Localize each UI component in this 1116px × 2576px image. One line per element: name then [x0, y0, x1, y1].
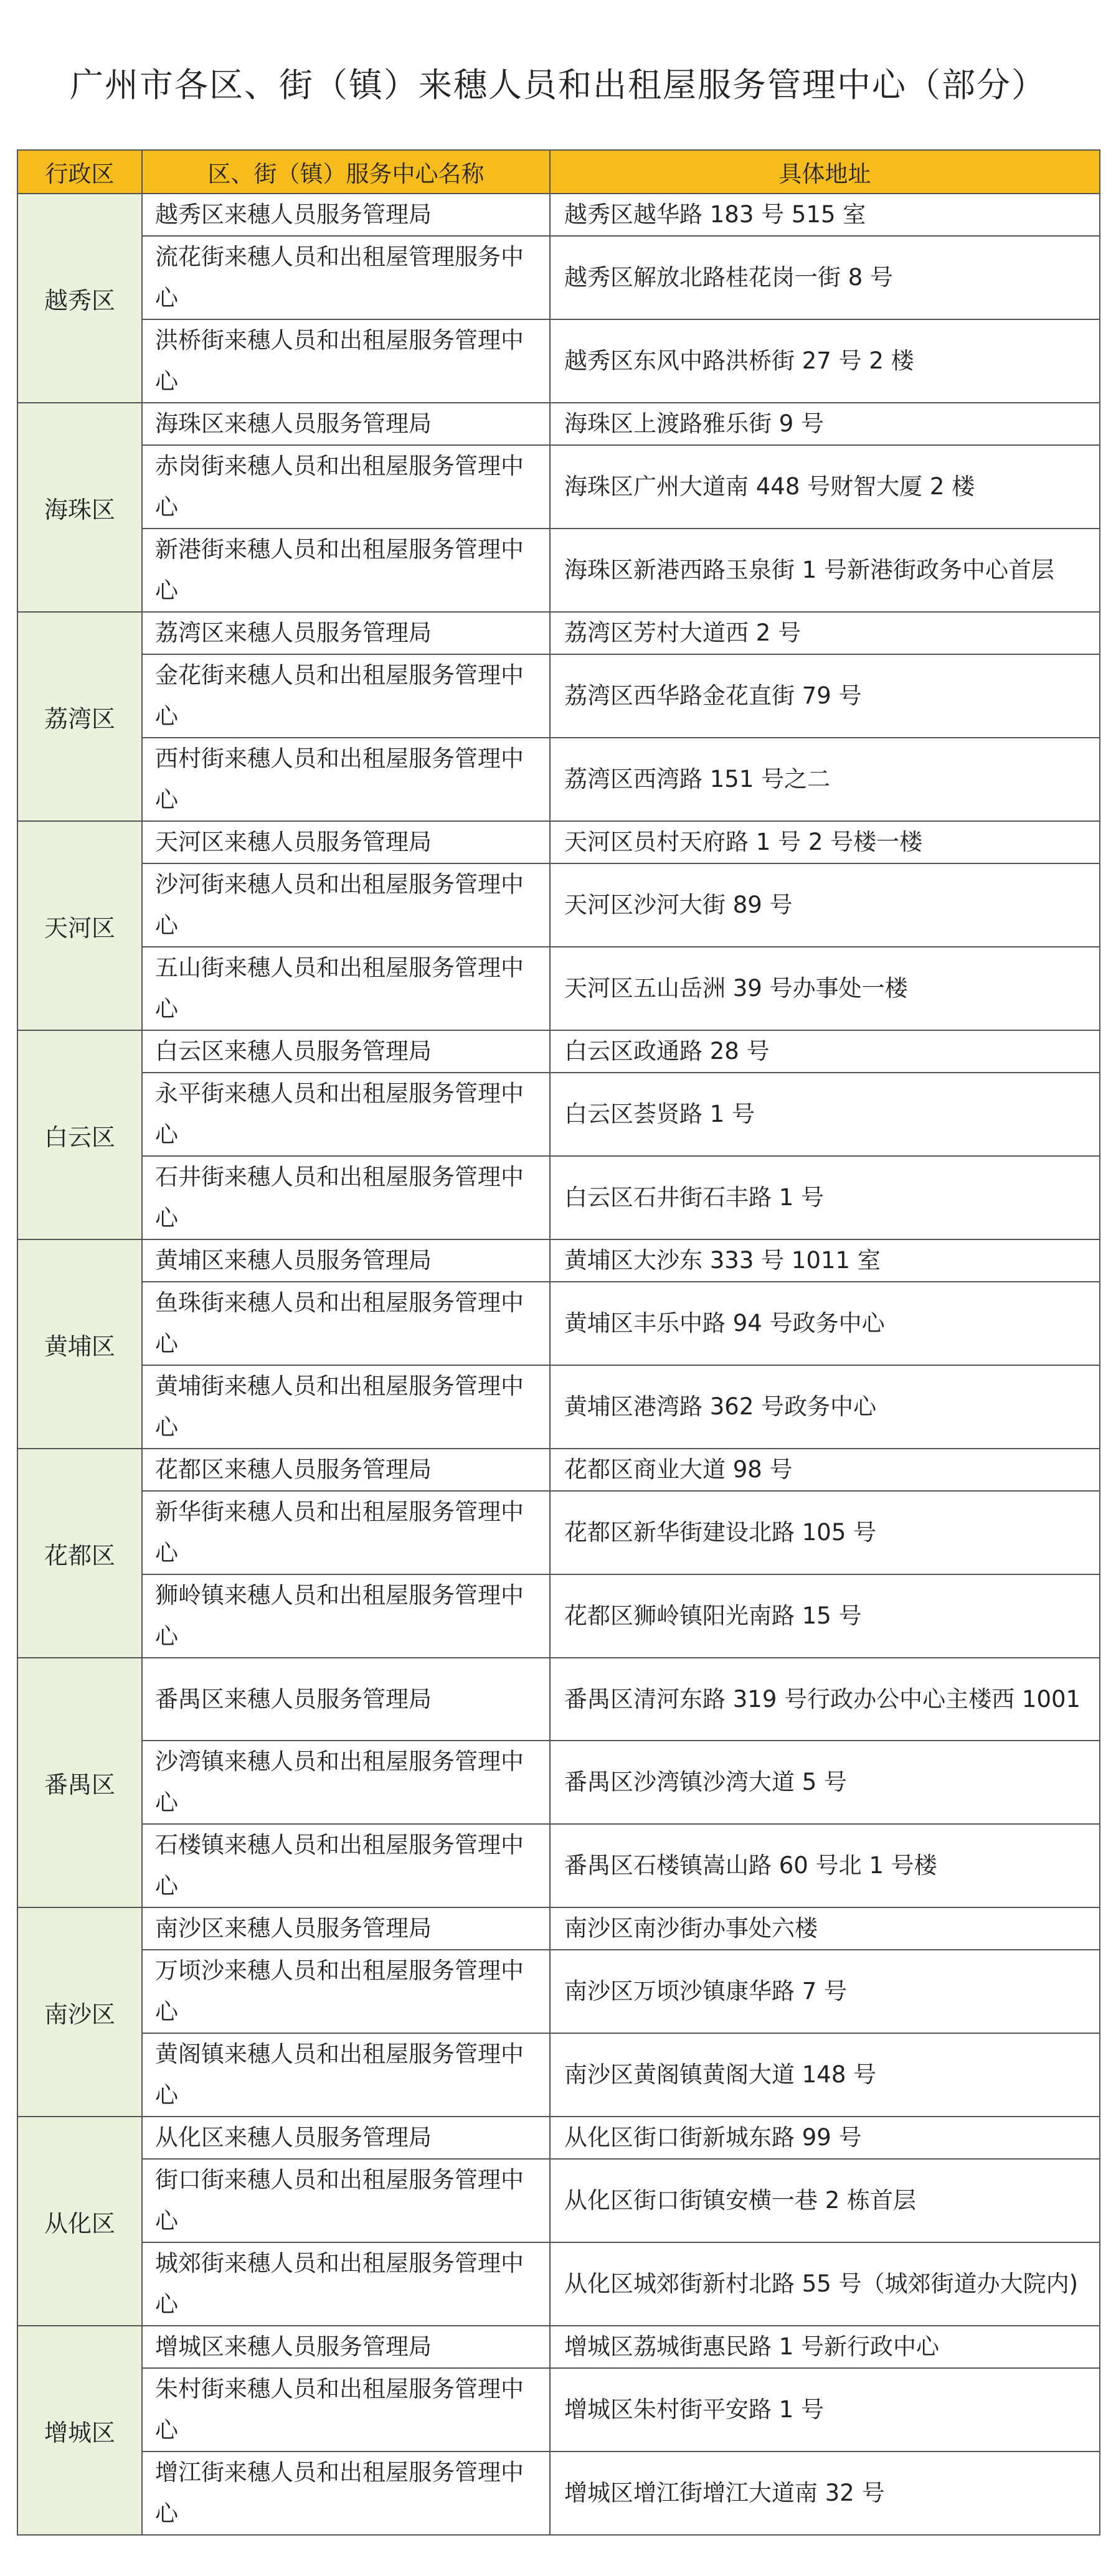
table-row [17, 1574, 1100, 1658]
table-row [17, 1365, 1100, 1449]
table-row [17, 2159, 1100, 2242]
table-row [17, 1156, 1100, 1239]
table-row [17, 1658, 1100, 1741]
table-row [17, 1449, 1100, 1491]
district-cell: 荔湾区 [17, 612, 142, 821]
table-row [17, 1030, 1100, 1073]
table-row [17, 194, 1100, 236]
address-cell: 荔湾区西华路金花直街 79 号 [550, 654, 1100, 738]
table-header [17, 150, 1100, 194]
address-cell: 白云区石井街石丰路 1 号 [550, 1156, 1100, 1239]
center-name-cell: 狮岭镇来穗人员和出租屋服务管理中心 [142, 1574, 550, 1658]
table-row [17, 2242, 1100, 2326]
header-name: 区、街（镇）服务中心名称 [142, 150, 550, 194]
center-name-cell: 沙湾镇来穗人员和出租屋服务管理中心 [142, 1741, 550, 1824]
address-cell: 黄埔区丰乐中路 94 号政务中心 [550, 1282, 1100, 1365]
header-district: 行政区 [17, 150, 142, 194]
center-name-cell: 白云区来穗人员服务管理局 [142, 1030, 550, 1073]
table-row [17, 947, 1100, 1030]
table-body [17, 194, 1100, 2535]
address-cell: 白云区荟贤路 1 号 [550, 1073, 1100, 1156]
address-cell: 南沙区万顷沙镇康华路 7 号 [550, 1950, 1100, 2033]
address-cell: 天河区员村天府路 1 号 2 号楼一楼 [550, 821, 1100, 863]
address-cell: 南沙区黄阁镇黄阁大道 148 号 [550, 2033, 1100, 2117]
center-name-cell: 万顷沙来穗人员和出租屋服务管理中心 [142, 1950, 550, 2033]
service-center-table [17, 149, 1100, 2536]
table-row [17, 445, 1100, 529]
table-row [17, 1741, 1100, 1824]
center-name-cell: 洪桥街来穗人员和出租屋服务管理中心 [142, 319, 550, 403]
center-name-cell: 街口街来穗人员和出租屋服务管理中心 [142, 2159, 550, 2242]
center-name-cell: 城郊街来穗人员和出租屋服务管理中心 [142, 2242, 550, 2326]
address-cell: 荔湾区芳村大道西 2 号 [550, 612, 1100, 654]
center-name-cell: 石楼镇来穗人员和出租屋服务管理中心 [142, 1824, 550, 1907]
table-row [17, 1239, 1100, 1282]
district-cell: 白云区 [17, 1030, 142, 1239]
district-cell: 增城区 [17, 2326, 142, 2535]
center-name-cell: 流花街来穗人员和出租屋管理服务中心 [142, 236, 550, 319]
address-cell: 增城区荔城街惠民路 1 号新行政中心 [550, 2326, 1100, 2368]
address-cell: 番禺区清河东路 319 号行政办公中心主楼西 1001 [550, 1658, 1100, 1741]
address-cell: 海珠区广州大道南 448 号财智大厦 2 楼 [550, 445, 1100, 529]
center-name-cell: 黄埔区来穗人员服务管理局 [142, 1239, 550, 1282]
center-name-cell: 花都区来穗人员服务管理局 [142, 1449, 550, 1491]
district-cell: 从化区 [17, 2117, 142, 2326]
center-name-cell: 番禺区来穗人员服务管理局 [142, 1658, 550, 1741]
district-cell: 南沙区 [17, 1907, 142, 2117]
center-name-cell: 新港街来穗人员和出租屋服务管理中心 [142, 529, 550, 612]
address-cell: 越秀区解放北路桂花岗一街 8 号 [550, 236, 1100, 319]
address-cell: 花都区狮岭镇阳光南路 15 号 [550, 1574, 1100, 1658]
table-row [17, 2326, 1100, 2368]
table-row [17, 1073, 1100, 1156]
address-cell: 花都区新华街建设北路 105 号 [550, 1491, 1100, 1574]
center-name-cell: 天河区来穗人员服务管理局 [142, 821, 550, 863]
table-row [17, 1491, 1100, 1574]
address-cell: 番禺区沙湾镇沙湾大道 5 号 [550, 1741, 1100, 1824]
center-name-cell: 荔湾区来穗人员服务管理局 [142, 612, 550, 654]
center-name-cell: 黄埔街来穗人员和出租屋服务管理中心 [142, 1365, 550, 1449]
address-cell: 花都区商业大道 98 号 [550, 1449, 1100, 1491]
address-cell: 从化区城郊街新村北路 55 号（城郊街道办大院内) [550, 2242, 1100, 2326]
table-row [17, 236, 1100, 319]
center-name-cell: 沙河街来穗人员和出租屋服务管理中心 [142, 863, 550, 947]
address-cell: 增城区朱村街平安路 1 号 [550, 2368, 1100, 2451]
address-cell: 增城区增江街增江大道南 32 号 [550, 2451, 1100, 2535]
address-cell: 从化区街口街镇安横一巷 2 栋首层 [550, 2159, 1100, 2242]
center-name-cell: 海珠区来穗人员服务管理局 [142, 403, 550, 445]
table-row [17, 2368, 1100, 2451]
center-name-cell: 新华街来穗人员和出租屋服务管理中心 [142, 1491, 550, 1574]
address-cell: 白云区政通路 28 号 [550, 1030, 1100, 1073]
table-row [17, 319, 1100, 403]
address-cell: 荔湾区西湾路 151 号之二 [550, 738, 1100, 821]
center-name-cell: 增城区来穗人员服务管理局 [142, 2326, 550, 2368]
district-cell: 天河区 [17, 821, 142, 1030]
district-cell: 番禺区 [17, 1658, 142, 1907]
address-cell: 越秀区东风中路洪桥街 27 号 2 楼 [550, 319, 1100, 403]
district-cell: 海珠区 [17, 403, 142, 612]
address-cell: 天河区五山岳洲 39 号办事处一楼 [550, 947, 1100, 1030]
address-cell: 黄埔区港湾路 362 号政务中心 [550, 1365, 1100, 1449]
center-name-cell: 黄阁镇来穗人员和出租屋服务管理中心 [142, 2033, 550, 2117]
center-name-cell: 越秀区来穗人员服务管理局 [142, 194, 550, 236]
table-row [17, 738, 1100, 821]
table-row [17, 1907, 1100, 1950]
address-cell: 海珠区新港西路玉泉街 1 号新港街政务中心首层 [550, 529, 1100, 612]
table-row [17, 1950, 1100, 2033]
district-cell: 越秀区 [17, 194, 142, 403]
table-row [17, 821, 1100, 863]
center-name-cell: 石井街来穗人员和出租屋服务管理中心 [142, 1156, 550, 1239]
table-row [17, 654, 1100, 738]
center-name-cell: 从化区来穗人员服务管理局 [142, 2117, 550, 2159]
center-name-cell: 永平街来穗人员和出租屋服务管理中心 [142, 1073, 550, 1156]
table-row [17, 2451, 1100, 2535]
center-name-cell: 朱村街来穗人员和出租屋服务管理中心 [142, 2368, 550, 2451]
center-name-cell: 赤岗街来穗人员和出租屋服务管理中心 [142, 445, 550, 529]
table-row [17, 403, 1100, 445]
header-address: 具体地址 [550, 150, 1100, 194]
address-cell: 南沙区南沙街办事处六楼 [550, 1907, 1100, 1950]
center-name-cell: 南沙区来穗人员服务管理局 [142, 1907, 550, 1950]
table-row [17, 1824, 1100, 1907]
district-cell: 花都区 [17, 1449, 142, 1658]
table-row [17, 529, 1100, 612]
table-row [17, 612, 1100, 654]
page-title: 广州市各区、街（镇）来穗人员和出租屋服务管理中心（部分） [70, 65, 1046, 105]
address-cell: 越秀区越华路 183 号 515 室 [550, 194, 1100, 236]
table-row [17, 2117, 1100, 2159]
address-cell: 番禺区石楼镇嵩山路 60 号北 1 号楼 [550, 1824, 1100, 1907]
table-row [17, 2033, 1100, 2117]
address-cell: 天河区沙河大街 89 号 [550, 863, 1100, 947]
address-cell: 海珠区上渡路雅乐街 9 号 [550, 403, 1100, 445]
address-cell: 黄埔区大沙东 333 号 1011 室 [550, 1239, 1100, 1282]
address-cell: 从化区街口街新城东路 99 号 [550, 2117, 1100, 2159]
header-row [17, 150, 1100, 194]
table-row [17, 863, 1100, 947]
center-name-cell: 西村街来穗人员和出租屋服务管理中心 [142, 738, 550, 821]
center-name-cell: 五山街来穗人员和出租屋服务管理中心 [142, 947, 550, 1030]
center-name-cell: 增江街来穗人员和出租屋服务管理中心 [142, 2451, 550, 2535]
center-name-cell: 金花街来穗人员和出租屋服务管理中心 [142, 654, 550, 738]
table-row [17, 1282, 1100, 1365]
center-name-cell: 鱼珠街来穗人员和出租屋服务管理中心 [142, 1282, 550, 1365]
district-cell: 黄埔区 [17, 1239, 142, 1449]
